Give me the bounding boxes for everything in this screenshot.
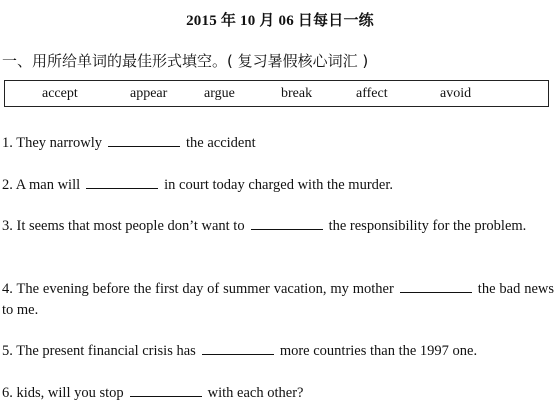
word-bank-box [4, 80, 549, 107]
answer-blank[interactable] [130, 382, 202, 397]
question-text: 3. It seems that most people don’t want to [2, 218, 245, 234]
question-text: the responsibility for the problem. [328, 218, 527, 234]
question-text: more countries than the 1997 one. [279, 343, 478, 359]
section-heading: 一、用所给单词的最佳形式填空。( 复习暑假核心词汇 ) [2, 52, 369, 70]
question-text: the bad news to me. [2, 281, 554, 318]
word-bank-item: argue [204, 86, 235, 101]
question-2 [2, 174, 554, 196]
page-title: 2015 年 10 月 06 日每日一练 [186, 13, 374, 29]
question-text: 6. kids, will you stop [2, 385, 124, 401]
answer-blank[interactable] [108, 132, 180, 147]
word-bank-item: break [281, 86, 313, 101]
question-text: 5. The present financial crisis has [2, 343, 196, 359]
word-bank-item: affect [356, 86, 388, 101]
question-text: 2. A man will [2, 177, 81, 193]
question-text: in court today charged with the murder. [164, 177, 394, 193]
answer-blank[interactable] [202, 340, 274, 355]
question-text: 4. The evening before the first day of summer vacation, my mother [2, 281, 394, 297]
word-bank-item: avoid [440, 86, 472, 101]
answer-blank[interactable] [400, 278, 472, 293]
word-bank-item: appear [130, 86, 168, 101]
question-1 [2, 132, 554, 154]
question-6 [2, 382, 554, 404]
question-text: the accident [186, 135, 256, 151]
question-text: 1. They narrowly [2, 135, 102, 151]
question-4 [2, 278, 554, 321]
question-3 [2, 215, 554, 237]
question-text: with each other? [207, 385, 304, 401]
answer-blank[interactable] [86, 174, 158, 189]
question-5 [2, 340, 554, 362]
word-bank-item: accept [42, 86, 78, 101]
answer-blank[interactable] [251, 215, 323, 230]
